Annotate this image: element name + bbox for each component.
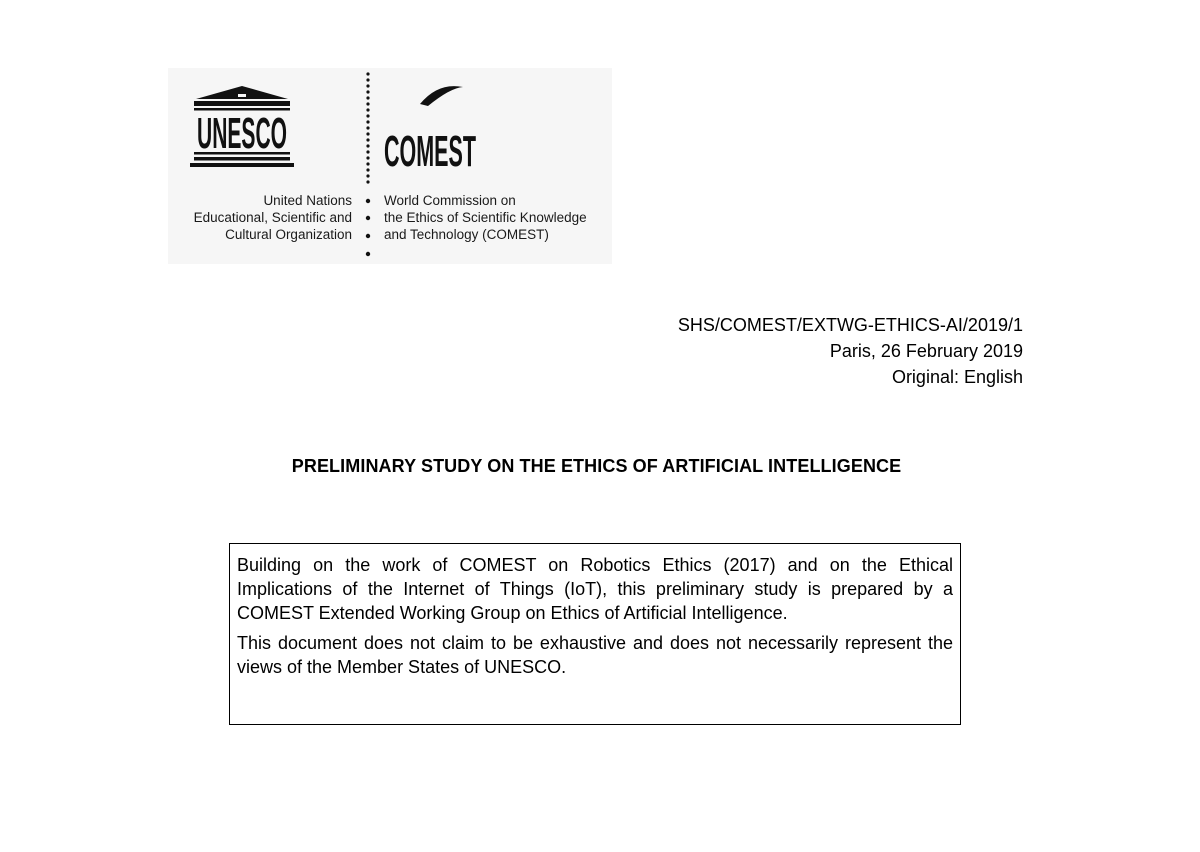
document-title: PRELIMINARY STUDY ON THE ETHICS OF ARTIFICIAL INTELLIGENCE <box>291 456 902 476</box>
comest-arc-icon <box>420 86 463 106</box>
unesco-caption-line: Cultural Organization <box>225 227 352 242</box>
unesco-caption-line: Educational, Scientific and <box>193 210 352 225</box>
abstract-paragraph: This document does not claim to be exhaustive and does not necessarily represent the views of the Member States of UNESCO. <box>237 633 953 677</box>
unesco-caption <box>194 192 352 243</box>
comest-caption-line: the Ethics of Scientific Knowledge <box>384 210 587 225</box>
logo-separator <box>366 72 370 256</box>
unesco-wordmark: UNESCO <box>197 109 287 158</box>
comest-caption <box>384 192 587 243</box>
document-meta <box>678 312 1023 390</box>
document-original-language: Original: English <box>891 367 1023 387</box>
unesco-caption-line: United Nations <box>263 193 352 208</box>
logo-block <box>168 68 612 264</box>
abstract-box <box>229 543 961 725</box>
document-place-date: Paris, 26 February 2019 <box>829 341 1023 361</box>
comest-caption-line: World Commission on <box>384 193 516 208</box>
comest-wordmark: COMEST <box>384 127 477 176</box>
document-reference: SHS/COMEST/EXTWG-ETHICS-AI/2019/1 <box>677 315 1023 335</box>
abstract-paragraph: Building on the work of COMEST on Robotics Ethics (2017) and on the Ethical Implications of the Internet of Things (IoT), this preliminary study is prepared by a COMEST Extended Working Group on Ethics of Artificial Intelligence. <box>237 555 953 623</box>
comest-caption-line: and Technology (COMEST) <box>384 227 549 242</box>
